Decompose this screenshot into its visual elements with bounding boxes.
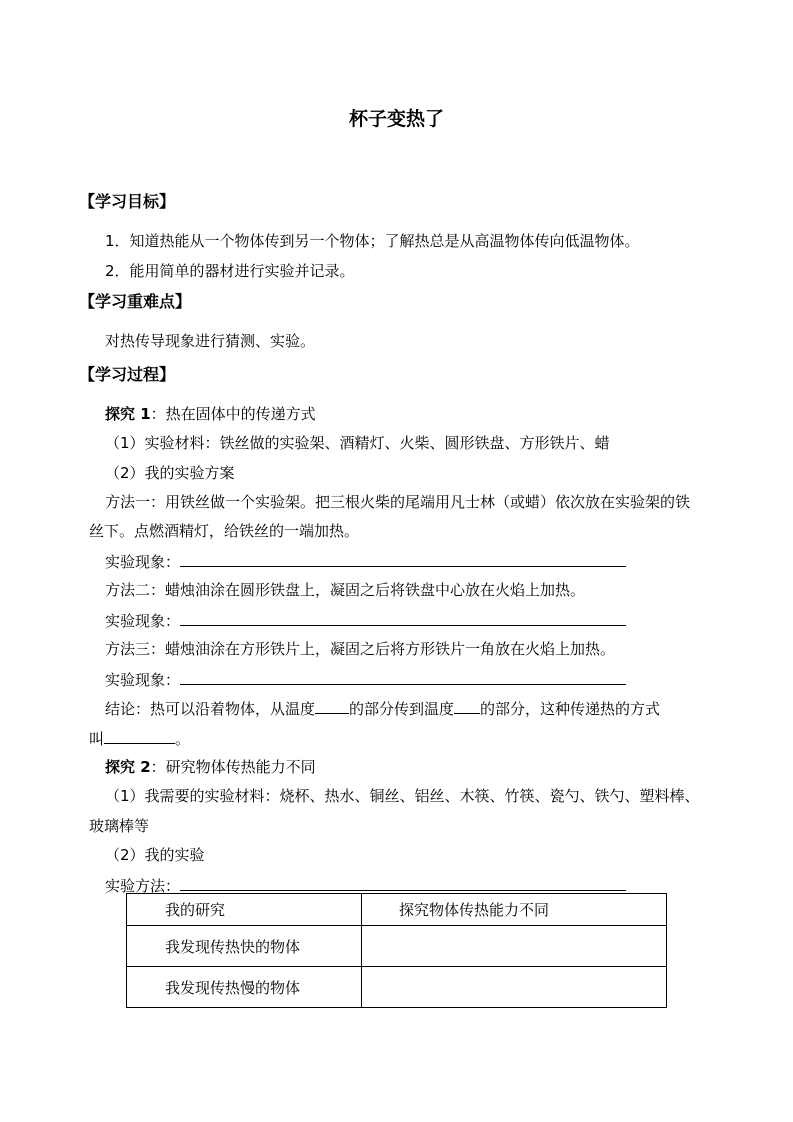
answer-blank[interactable]: [454, 698, 480, 714]
conclusion-text-a: 结论：热可以沿着物体，从温度: [105, 700, 316, 718]
table-cell: 我发现传热快的物体: [127, 926, 362, 967]
phenomenon-row-2: [105, 610, 626, 631]
answer-blank[interactable]: [180, 610, 626, 626]
method-3-text: 方法三：蜡烛油涂在方形铁片上，凝固之后将方形铁片一角放在火焰上加热。: [105, 640, 616, 658]
explore-2-experiment: （2）我的实验: [105, 846, 205, 864]
method-1-line-1: 方法一：用铁丝做一个实验架。把三根火柴的尾端用凡士林（或蜡）依次放在实验架的铁: [105, 493, 691, 511]
explore-1-plan: （2）我的实验方案: [105, 464, 235, 482]
answer-blank[interactable]: [104, 728, 175, 744]
conclusion-text-b: 的部分传到温度: [349, 700, 455, 718]
conclusion-line-1: [105, 698, 660, 719]
table-answer-cell[interactable]: [362, 926, 667, 967]
page-title: 杯子变热了: [348, 108, 444, 130]
explore-1-title: [105, 404, 316, 424]
table-cell: 我的研究: [127, 894, 362, 926]
explore-2-materials-line-2: 玻璃棒等: [89, 817, 150, 835]
method-2-text: 方法二：蜡烛油涂在圆形铁盘上，凝固之后将铁盘中心放在火焰上加热。: [105, 581, 586, 599]
answer-blank[interactable]: [180, 669, 626, 685]
conclusion-line-2: [89, 728, 190, 749]
answer-blank[interactable]: [315, 698, 349, 714]
answer-blank[interactable]: [180, 875, 626, 891]
table-row: [127, 967, 667, 1008]
phenomenon-label: 实验现象：: [105, 612, 181, 630]
phenomenon-row-3: [105, 669, 626, 690]
answer-blank[interactable]: [180, 551, 626, 567]
explore-2-label: 探究 2: [105, 758, 151, 776]
explore-1-label: 探究 1: [105, 405, 151, 423]
table-answer-cell[interactable]: [362, 967, 667, 1008]
conclusion-text-c: 的部分，这种传递热的方式: [480, 700, 661, 718]
goal-item-2: 2．能用简单的器材进行实验并记录。: [105, 262, 355, 280]
explore-1-materials: （1）实验材料：铁丝做的实验架、酒精灯、火柴、圆形铁盘、方形铁片、蜡: [105, 434, 610, 452]
key-points-heading: 【学习重难点】: [79, 292, 192, 311]
table-row: [127, 926, 667, 967]
results-table: [126, 893, 667, 1008]
explore-1-title-text: ：热在固体中的传递方式: [150, 405, 316, 423]
learning-process-heading: 【学习过程】: [79, 365, 176, 384]
table-row: [127, 894, 667, 926]
phenomenon-label: 实验现象：: [105, 671, 181, 689]
key-points-text: 对热传导现象进行猜测、实验。: [105, 332, 316, 350]
experiment-method-label: 实验方法：: [105, 877, 181, 895]
method-1-line-2: 丝下。点燃酒精灯，给铁丝的一端加热。: [89, 522, 360, 540]
learning-goals-heading: 【学习目标】: [79, 192, 176, 211]
table-cell: 我发现传热慢的物体: [127, 967, 362, 1008]
phenomenon-label: 实验现象：: [105, 553, 181, 571]
conclusion-text-e: 。: [175, 730, 191, 748]
phenomenon-row-1: [105, 551, 626, 572]
explore-2-materials-line-1: （1）我需要的实验材料：烧杯、热水、铜丝、铝丝、木筷、竹筷、瓷勺、铁勺、塑料棒、: [105, 787, 700, 805]
explore-2-title: [105, 757, 316, 777]
goal-item-1: 1．知道热能从一个物体传到另一个物体；了解热总是从高温物体传向低温物体。: [105, 232, 640, 250]
table-cell: 探究物体传热能力不同: [362, 894, 667, 926]
conclusion-text-d: 叫: [89, 730, 105, 748]
explore-2-title-text: ：研究物体传热能力不同: [150, 758, 316, 776]
